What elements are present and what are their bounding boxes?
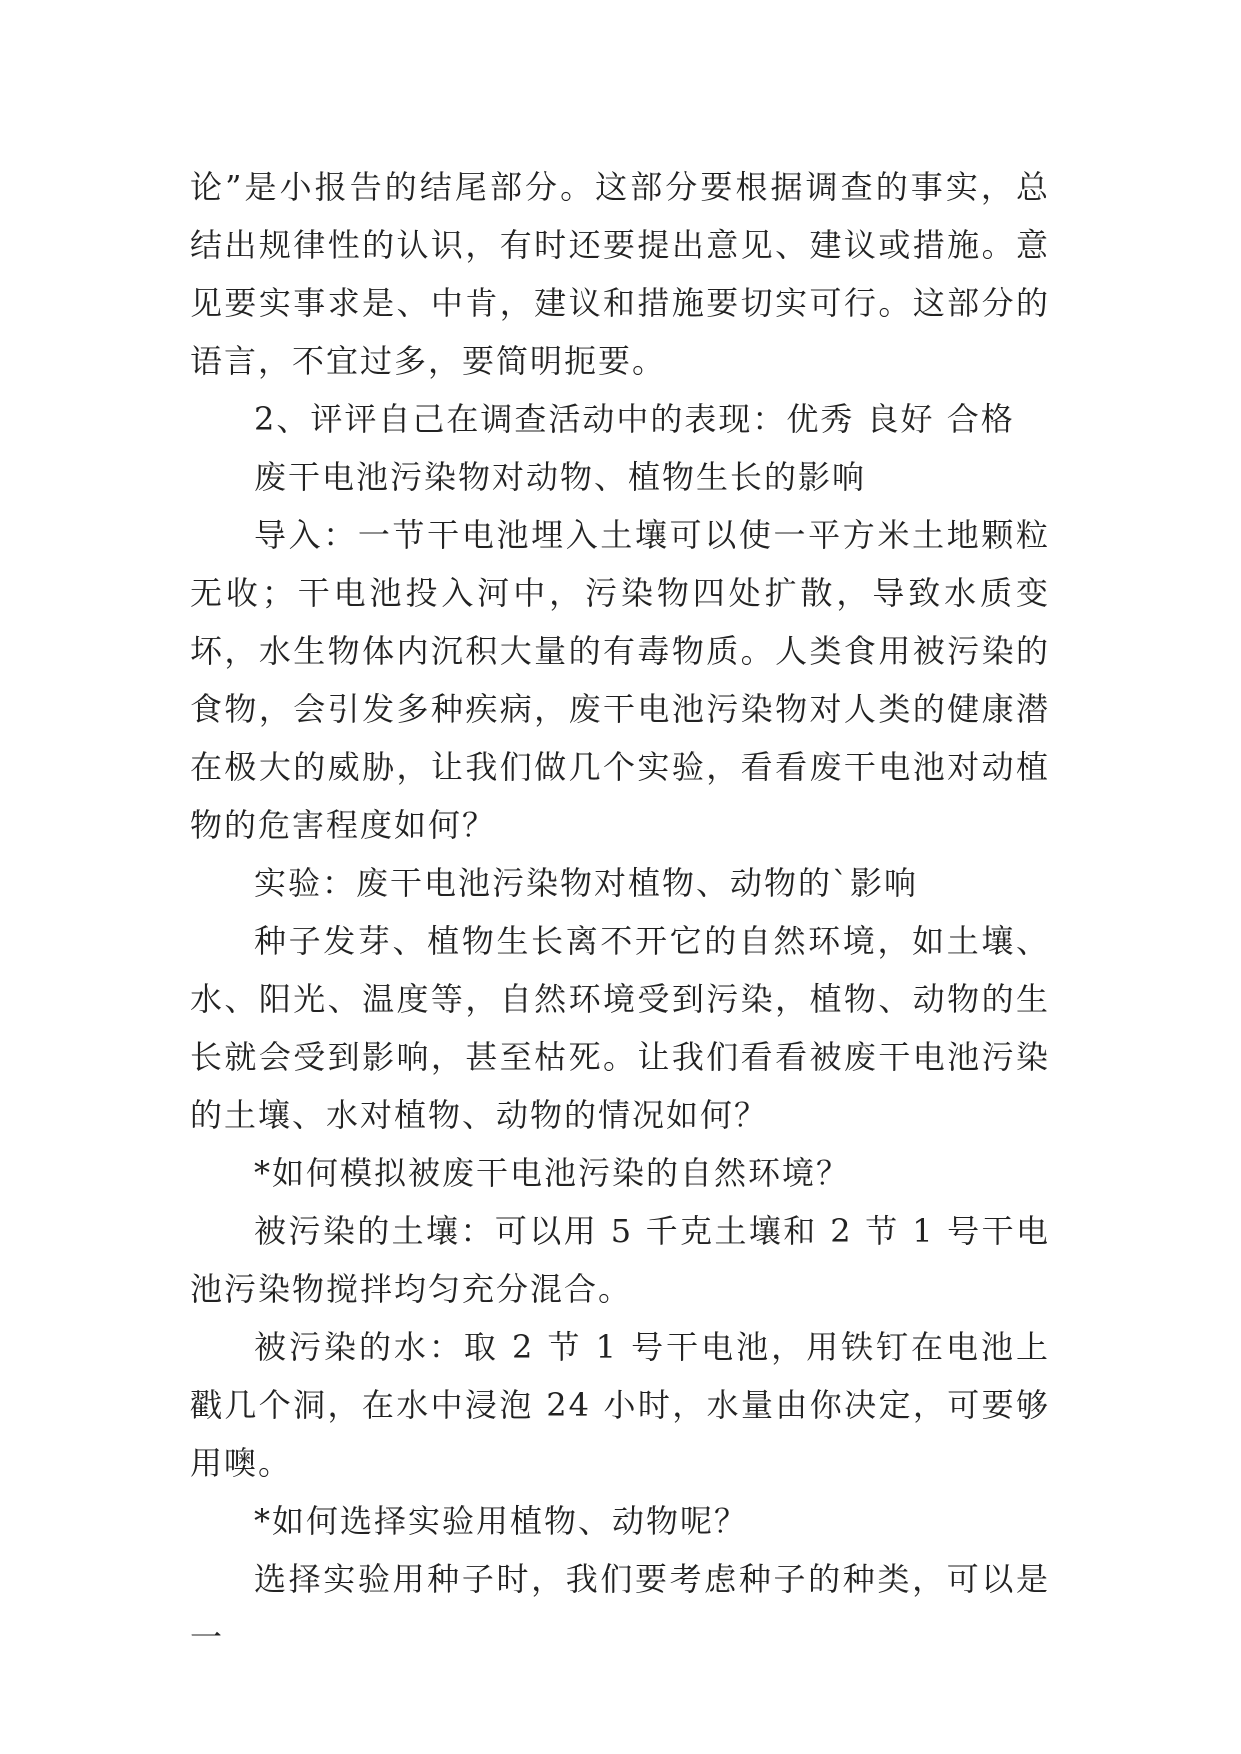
paragraph-conclusion: 论”是小报告的结尾部分。这部分要根据调查的事实，总结出规律性的认识，有时还要提出意见、建议或措施。意见要实事求是、中肯，建议和措施要切实可行。这部分的语言，不宜过多，要简明扼要。 — [190, 168, 1050, 380]
paragraph-seed-selection: 选择实验用种子时，我们要考虑种子的种类，可以是一 — [190, 1560, 1050, 1656]
paragraph-introduction: 导入：一节干电池埋入土壤可以使一平方米土地颗粒无收；干电池投入河中，污染物四处扩散，导致水质变坏，水生物体内沉积大量的有毒物质。人类食用被污染的食物，会引发多种疾病，废干电池污染物对人类的健康潜在极大的威胁，让我们做几个实验，看看废干电池对动植物的危害程度如何？ — [190, 516, 1050, 844]
document-body — [190, 158, 1050, 1666]
paragraph-polluted-water: 被污染的水：取 2 节 1 号干电池，用铁钉在电池上戳几个洞，在水中浸泡 24 小时，水量由你决定，可要够用噢。 — [190, 1328, 1050, 1482]
paragraph-environment: 种子发芽、植物生长离不开它的自然环境，如土壤、水、阳光、温度等，自然环境受到污染，植物、动物的生长就会受到影响，甚至枯死。让我们看看被废干电池污染的土壤、水对植物、动物的情况如何？ — [190, 922, 1050, 1134]
paragraph-heading: 废干电池污染物对动物、植物生长的影响 — [254, 458, 867, 496]
paragraph-polluted-soil: 被污染的土壤：可以用 5 千克土壤和 2 节 1 号干电池污染物搅拌均匀充分混合。 — [190, 1212, 1050, 1308]
paragraph-experiment-title: 实验：废干电池污染物对植物、动物的`影响 — [254, 864, 919, 902]
paragraph-question-simulate: *如何模拟被废干电池污染的自然环境？ — [254, 1154, 851, 1192]
paragraph-self-evaluation: 2、评评自己在调查活动中的表现：优秀 良好 合格 — [254, 400, 1015, 438]
paragraph-question-select: *如何选择实验用植物、动物呢？ — [254, 1502, 749, 1540]
